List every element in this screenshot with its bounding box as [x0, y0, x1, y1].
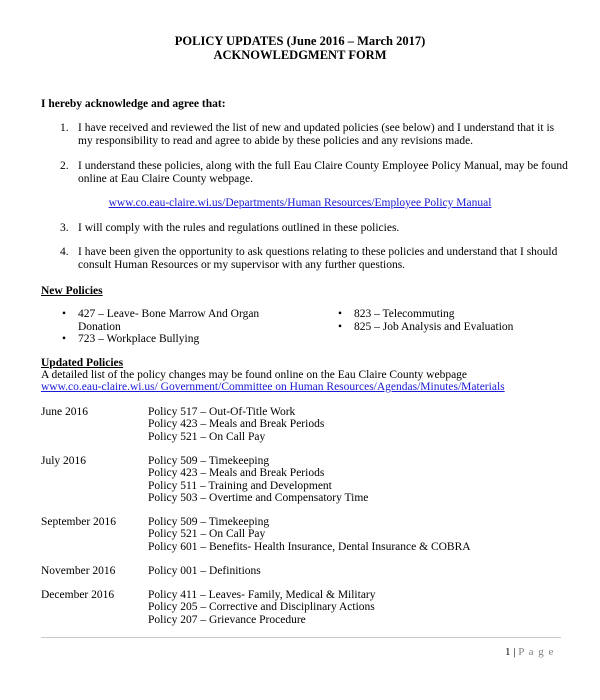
policy-entry: Policy 207 – Grievance Procedure	[148, 613, 306, 626]
list-text: I have received and reviewed the list of new and updated policies (see below) and I understand that it is my responsibility to read and agree to abide by these policies and any revisions made.	[78, 122, 555, 147]
updated-policies-description: A detailed list of the policy changes may be found online on the Eau Claire County webpage	[41, 369, 468, 381]
update-date: September 2016	[41, 516, 117, 528]
intro-statement: I hereby acknowledge and agree that:	[41, 98, 226, 110]
page-number: 1	[505, 646, 511, 658]
new-policy-text: 825 – Job Analysis and Evaluation	[354, 321, 514, 333]
bullet-icon: •	[338, 308, 343, 320]
list-text: I understand these policies, along with the full Eau Claire County Employee Policy Manual, may be found online at Eau Claire County webpage.	[78, 160, 568, 185]
new-policy-item	[62, 308, 293, 334]
update-date: November 2016	[41, 565, 116, 577]
policy-entry: Policy 601 – Benefits- Health Insurance, Dental Insurance & COBRA	[148, 540, 471, 553]
list-number: 3.	[60, 222, 69, 234]
list-number: 2.	[60, 160, 69, 172]
updated-policies-link-row	[41, 381, 505, 394]
new-policy-item	[338, 321, 574, 334]
policy-entry: Policy 509 – Timekeeping	[148, 516, 270, 528]
list-number: 1.	[60, 122, 69, 134]
bullet-icon: •	[62, 333, 67, 345]
list-number: 4.	[60, 246, 69, 258]
policy-entry: Policy 411 – Leaves- Family, Medical & Military	[148, 589, 376, 601]
list-item	[60, 160, 568, 186]
page-label: P a g e	[518, 646, 555, 658]
update-date: June 2016	[41, 406, 88, 418]
policy-entry: Policy 205 – Corrective and Disciplinary Actions	[148, 601, 375, 614]
list-item	[60, 122, 568, 148]
list-text: I have been given the opportunity to ask questions relating to these policies and understand that I should consult Human Resources or my supervisor with any further questions.	[78, 246, 558, 271]
updated-policies-heading: Updated Policies	[41, 357, 124, 369]
policy-entry: Policy 521 – On Call Pay	[148, 430, 266, 443]
update-policy-list	[148, 516, 471, 553]
policy-entry: Policy 521 – On Call Pay	[148, 528, 266, 541]
policy-entry: Policy 503 – Overtime and Compensatory Time	[148, 491, 369, 504]
bullet-icon: •	[338, 321, 343, 333]
new-policy-item	[62, 333, 293, 346]
new-policy-item	[338, 308, 574, 321]
policy-manual-link[interactable]: www.co.eau-claire.wi.us/Departments/Human Resources/Employee Policy Manual	[108, 197, 492, 209]
update-policy-list	[148, 565, 261, 577]
policy-entry: Policy 001 – Definitions	[148, 565, 261, 577]
bullet-icon: •	[62, 308, 67, 320]
new-policy-text: 427 – Leave- Bone Marrow And Organ Donation	[78, 308, 260, 333]
policy-entry: Policy 511 – Training and Development	[148, 479, 332, 492]
new-policy-text: 723 – Workplace Bullying	[78, 333, 200, 345]
new-policies-heading: New Policies	[41, 285, 103, 297]
update-date: December 2016	[41, 589, 115, 601]
policy-manual-link-row	[0, 197, 600, 210]
update-policy-list	[148, 589, 376, 626]
new-policy-text: 823 – Telecommuting	[354, 308, 455, 320]
policy-entry: Policy 509 – Timekeeping	[148, 455, 270, 467]
update-date: July 2016	[41, 455, 87, 467]
footer-divider	[41, 637, 561, 638]
list-text: I will comply with the rules and regulations outlined in these policies.	[78, 222, 400, 234]
policy-entry: Policy 517 – Out-Of-Title Work	[148, 406, 296, 418]
document-title: POLICY UPDATES (June 2016 – March 2017)	[174, 34, 426, 48]
committee-materials-link[interactable]: www.co.eau-claire.wi.us/ Government/Committee on Human Resources/Agendas/Minutes/Materials	[41, 381, 505, 393]
update-policy-list	[148, 406, 324, 443]
list-item	[60, 246, 568, 272]
list-item	[60, 222, 568, 235]
page-separator: |	[513, 646, 516, 658]
document-subtitle: ACKNOWLEDGMENT FORM	[213, 48, 387, 62]
policy-entry: Policy 423 – Meals and Break Periods	[148, 418, 325, 431]
update-policy-list	[148, 455, 368, 504]
policy-entry: Policy 423 – Meals and Break Periods	[148, 467, 325, 480]
page-footer	[505, 646, 554, 659]
